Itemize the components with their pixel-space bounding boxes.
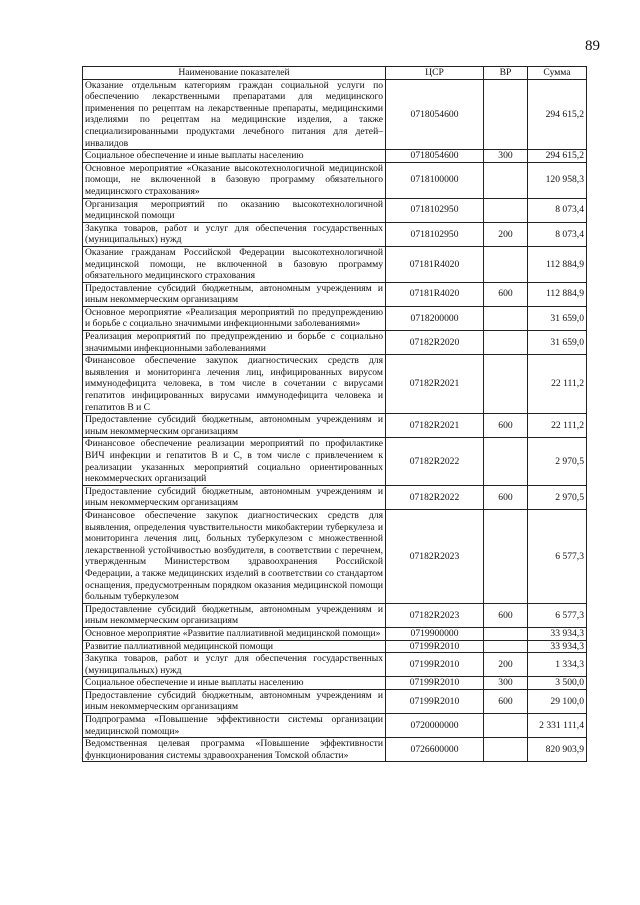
row-csr-cell: 07199R2010 xyxy=(386,677,484,690)
row-vr-cell xyxy=(484,79,528,150)
row-sum-cell: 31 659,0 xyxy=(528,306,587,330)
table-row xyxy=(83,485,587,509)
row-sum-cell: 2 331 111,4 xyxy=(528,714,587,738)
table-row xyxy=(83,677,587,690)
table-header-row xyxy=(83,67,587,80)
row-name-cell: Закупка товаров, работ и услуг для обеспечения государственных (муниципальных) нужд xyxy=(83,222,386,246)
row-sum-cell: 6 577,3 xyxy=(528,509,587,603)
table-row xyxy=(83,738,587,762)
row-sum-cell: 8 073,4 xyxy=(528,198,587,222)
row-vr-cell: 200 xyxy=(484,653,528,677)
row-sum-cell: 2 970,5 xyxy=(528,438,587,485)
row-name-cell: Основное мероприятие «Реализация мероприятий по предупреждению и борьбе с социально значимыми инфекционными заболеваниями» xyxy=(83,306,386,330)
row-vr-cell xyxy=(484,509,528,603)
row-csr-cell: 07199R2010 xyxy=(386,689,484,713)
row-name-cell: Предоставление субсидий бюджетным, автономным учреждениям и иным некоммерческим организациям xyxy=(83,282,386,306)
row-vr-cell xyxy=(484,640,528,653)
row-csr-cell: 07199R2010 xyxy=(386,653,484,677)
row-vr-cell: 300 xyxy=(484,677,528,690)
table-row xyxy=(83,150,587,163)
row-vr-cell: 600 xyxy=(484,414,528,438)
table-row xyxy=(83,198,587,222)
row-sum-cell: 294 615,2 xyxy=(528,79,587,150)
row-vr-cell: 600 xyxy=(484,603,528,627)
row-csr-cell: 0718100000 xyxy=(386,162,484,198)
row-csr-cell: 07199R2010 xyxy=(386,640,484,653)
row-csr-cell: 0718054600 xyxy=(386,79,484,150)
row-vr-cell: 600 xyxy=(484,485,528,509)
row-sum-cell: 120 958,3 xyxy=(528,162,587,198)
row-name-cell: Социальное обеспечение и иные выплаты населению xyxy=(83,150,386,163)
row-csr-cell: 07182R2023 xyxy=(386,509,484,603)
row-vr-cell xyxy=(484,714,528,738)
table-row xyxy=(83,653,587,677)
page-number: 89 xyxy=(585,38,600,54)
row-vr-cell xyxy=(484,162,528,198)
row-sum-cell: 33 934,3 xyxy=(528,627,587,640)
row-vr-cell: 600 xyxy=(484,282,528,306)
row-csr-cell: 0720000000 xyxy=(386,714,484,738)
row-sum-cell: 112 884,9 xyxy=(528,282,587,306)
row-name-cell: Реализация мероприятий по предупреждению и борьбе с социально значимыми инфекционными заболеваниями xyxy=(83,331,386,355)
row-name-cell: Социальное обеспечение и иные выплаты населению xyxy=(83,677,386,690)
row-csr-cell: 07182R2020 xyxy=(386,331,484,355)
row-vr-cell xyxy=(484,627,528,640)
table-row xyxy=(83,222,587,246)
row-sum-cell: 22 111,2 xyxy=(528,414,587,438)
row-vr-cell: 200 xyxy=(484,222,528,246)
header-csr: ЦСР xyxy=(386,67,484,80)
row-sum-cell: 22 111,2 xyxy=(528,355,587,414)
row-name-cell: Предоставление субсидий бюджетным, автономным учреждениям и иным некоммерческим организациям xyxy=(83,485,386,509)
row-vr-cell xyxy=(484,331,528,355)
row-csr-cell: 07181R4020 xyxy=(386,246,484,282)
table-row xyxy=(83,438,587,485)
row-sum-cell: 2 970,5 xyxy=(528,485,587,509)
row-vr-cell xyxy=(484,438,528,485)
row-name-cell: Ведомственная целевая программа «Повышение эффективности функционирования системы здравоохранения Томской области» xyxy=(83,738,386,762)
row-csr-cell: 07182R2021 xyxy=(386,355,484,414)
row-name-cell: Развитие паллиативной медицинской помощи xyxy=(83,640,386,653)
row-csr-cell: 07182R2021 xyxy=(386,414,484,438)
table-row xyxy=(83,414,587,438)
row-sum-cell: 1 334,3 xyxy=(528,653,587,677)
header-sum: Сумма xyxy=(528,67,587,80)
row-name-cell: Подпрограмма «Повышение эффективности системы организации медицинской помощи» xyxy=(83,714,386,738)
row-name-cell: Финансовое обеспечение закупок диагностических средств для выявления, определения чувствительности микобактерии туберкулеза и мониторинга лечения лиц, больных туберкулезом с множественной лекарственной устойчивостью возбудителя, в соответствии с перечнем, утвержденным Министерством здравоохранения Российской Федерации, а также медицинских изделий в соответствии со стандартом оснащения, предусмотренным порядком оказания медицинской помощи больным туберкулезом xyxy=(83,509,386,603)
row-name-cell: Оказание отдельным категориям граждан социальной услуги по обеспечению лекарственными препаратами для медицинского применения по рецептам на лекарственные препараты, медицинскими изделиями по рецептам на медицинские изделия, а также специализированными продуктами лечебного питания для детей–инвалидов xyxy=(83,79,386,150)
table-row xyxy=(83,355,587,414)
table-body xyxy=(83,79,587,762)
row-name-cell: Предоставление субсидий бюджетным, автономным учреждениям и иным некоммерческим организациям xyxy=(83,689,386,713)
row-csr-cell: 07182R2022 xyxy=(386,438,484,485)
row-vr-cell xyxy=(484,246,528,282)
row-name-cell: Предоставление субсидий бюджетным, автономным учреждениям и иным некоммерческим организациям xyxy=(83,603,386,627)
table-row xyxy=(83,306,587,330)
row-vr-cell: 300 xyxy=(484,150,528,163)
row-csr-cell: 0718200000 xyxy=(386,306,484,330)
row-name-cell: Основное мероприятие «Развитие паллиативной медицинской помощи» xyxy=(83,627,386,640)
table-row xyxy=(83,689,587,713)
row-name-cell: Закупка товаров, работ и услуг для обеспечения государственных (муниципальных) нужд xyxy=(83,653,386,677)
row-sum-cell: 6 577,3 xyxy=(528,603,587,627)
row-vr-cell xyxy=(484,355,528,414)
table-row xyxy=(83,640,587,653)
row-csr-cell: 0718054600 xyxy=(386,150,484,163)
row-csr-cell: 0726600000 xyxy=(386,738,484,762)
table-row xyxy=(83,79,587,150)
row-vr-cell xyxy=(484,738,528,762)
table-row xyxy=(83,603,587,627)
table-row xyxy=(83,331,587,355)
table-row xyxy=(83,282,587,306)
row-name-cell: Основное мероприятие «Оказание высокотехнологичной медицинской помощи, не включенной в базовую программу обязательного медицинского страхования» xyxy=(83,162,386,198)
row-csr-cell: 07181R4020 xyxy=(386,282,484,306)
table-row xyxy=(83,714,587,738)
table-row xyxy=(83,246,587,282)
row-name-cell: Финансовое обеспечение реализации мероприятий по профилактике ВИЧ инфекции и гепатитов В и С, в том числе с привлечением к реализации указанных мероприятий социально ориентированных некоммерческих организаций xyxy=(83,438,386,485)
row-sum-cell: 294 615,2 xyxy=(528,150,587,163)
row-sum-cell: 8 073,4 xyxy=(528,222,587,246)
budget-table xyxy=(82,66,587,762)
row-csr-cell: 0718102950 xyxy=(386,222,484,246)
table-row xyxy=(83,162,587,198)
row-vr-cell xyxy=(484,306,528,330)
row-sum-cell: 112 884,9 xyxy=(528,246,587,282)
row-name-cell: Финансовое обеспечение закупок диагностических средств для выявления и мониторинга лечения лиц, инфицированных вирусом иммунодефицита человека, в том числе в сочетании с вирусами гепатитов инфицированных вирусами иммунодефицита человека и гепатитов В и С xyxy=(83,355,386,414)
row-csr-cell: 07182R2022 xyxy=(386,485,484,509)
row-csr-cell: 07182R2023 xyxy=(386,603,484,627)
header-name: Наименование показателей xyxy=(83,67,386,80)
row-vr-cell xyxy=(484,198,528,222)
table-row xyxy=(83,627,587,640)
row-sum-cell: 3 500,0 xyxy=(528,677,587,690)
row-name-cell: Предоставление субсидий бюджетным, автономным учреждениям и иным некоммерческим организациям xyxy=(83,414,386,438)
header-vr: ВР xyxy=(484,67,528,80)
row-csr-cell: 0718102950 xyxy=(386,198,484,222)
row-sum-cell: 29 100,0 xyxy=(528,689,587,713)
row-sum-cell: 820 903,9 xyxy=(528,738,587,762)
row-sum-cell: 33 934,3 xyxy=(528,640,587,653)
table-row xyxy=(83,509,587,603)
row-csr-cell: 0719900000 xyxy=(386,627,484,640)
row-sum-cell: 31 659,0 xyxy=(528,331,587,355)
row-name-cell: Оказание гражданам Российской Федерации высокотехнологичной медицинской помощи, не включенной в базовую программу обязательного медицинского страхования xyxy=(83,246,386,282)
row-vr-cell: 600 xyxy=(484,689,528,713)
row-name-cell: Организация мероприятий по оказанию высокотехнологичной медицинской помощи xyxy=(83,198,386,222)
